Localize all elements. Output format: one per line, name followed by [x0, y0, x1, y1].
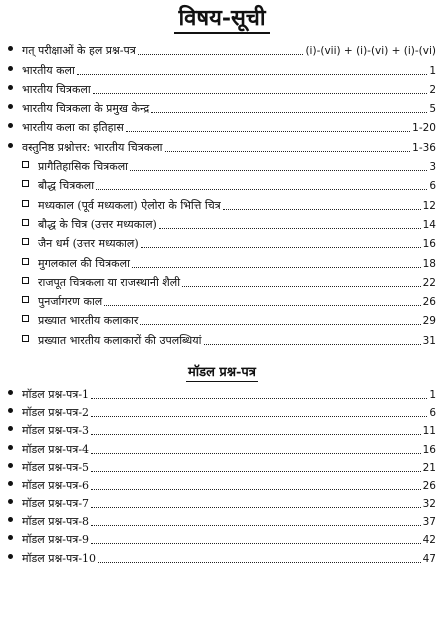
checkbox-square-icon — [8, 258, 38, 270]
checkbox-square-icon — [8, 277, 38, 289]
leader-dots — [132, 266, 421, 268]
leader-dots — [93, 92, 428, 94]
checkbox-square-icon — [8, 335, 38, 347]
toc-sublabel: प्रख्यात भारतीय कलाकारों की उपलब्धियां — [38, 333, 202, 347]
leader-dots — [91, 488, 421, 490]
toc-subrow — [8, 327, 436, 346]
toc-sublabel: मुगलकाल की चित्रकला — [38, 256, 130, 270]
bullet-icon — [8, 462, 22, 474]
bullet-icon — [8, 553, 22, 565]
leader-dots — [91, 542, 421, 544]
toc-label: वस्तुनिष्ठ प्रश्नोत्तर: भारतीय चित्रकला — [22, 140, 163, 154]
toc-pages: 5 — [429, 103, 436, 116]
toc-row — [8, 383, 436, 401]
toc-label: गत् परीक्षाओं के हल प्रश्न-पत्र — [22, 44, 136, 58]
section-title: मॉडल प्रश्न-पत्र — [188, 364, 256, 380]
toc-pages: 1 — [429, 388, 436, 401]
bullet-icon — [8, 516, 22, 528]
toc-pages: 14 — [422, 218, 436, 231]
leader-dots — [91, 415, 427, 417]
toc-row — [8, 437, 436, 455]
toc-pages: 32 — [422, 498, 436, 511]
toc-row — [8, 38, 436, 57]
toc-subrow — [8, 270, 436, 289]
toc-pages: 22 — [422, 276, 436, 289]
leader-dots — [77, 73, 427, 75]
leader-dots — [104, 304, 420, 306]
toc-label: भारतीय कला का इतिहास — [22, 121, 124, 135]
toc-label: भारतीय कला — [22, 63, 75, 77]
toc-sublabel: राजपूत चित्रकला या राजस्थानी शैली — [38, 275, 181, 289]
toc-row — [8, 492, 436, 510]
toc-row — [8, 419, 436, 437]
toc-sublabel: बौद्ध चित्रकला — [38, 179, 95, 193]
checkbox-square-icon — [8, 180, 38, 192]
leader-dots — [91, 506, 421, 508]
toc-pages: 2 — [429, 83, 436, 96]
toc-pages: 47 — [422, 552, 436, 565]
toc-row — [8, 96, 436, 115]
toc-pages: 21 — [422, 461, 436, 474]
toc-label: मॉडल प्रश्न-पत्र-6 — [22, 478, 90, 492]
section-heading-wrap — [8, 347, 436, 383]
toc-row — [8, 546, 436, 564]
toc-label: मॉडल प्रश्न-पत्र-10 — [22, 551, 97, 565]
toc-subrow — [8, 289, 436, 308]
toc-label: मॉडल प्रश्न-पत्र-2 — [22, 406, 90, 420]
leader-dots — [138, 53, 304, 55]
bullet-icon — [8, 425, 22, 437]
bullet-icon — [8, 407, 22, 419]
toc-label: भारतीय चित्रकला — [22, 82, 91, 96]
toc-pages: (i)-(vii) + (i)-(vi) + (i)-(vi) — [305, 45, 436, 58]
toc-pages: 16 — [422, 443, 436, 456]
toc-subrow — [8, 250, 436, 269]
toc-pages: 11 — [422, 425, 436, 438]
toc-row — [8, 401, 436, 419]
toc-pages: 6 — [429, 180, 436, 193]
page-title: विषय-सूची — [174, 6, 269, 34]
leader-dots — [130, 169, 427, 171]
toc-row — [8, 510, 436, 528]
bullet-icon — [8, 444, 22, 456]
toc-pages: 31 — [422, 334, 436, 347]
toc-subrow — [8, 154, 436, 173]
toc-pages: 37 — [422, 516, 436, 529]
leader-dots — [91, 524, 421, 526]
toc-label: मॉडल प्रश्न-पत्र-3 — [22, 424, 90, 438]
model-papers-list — [8, 383, 436, 565]
checkbox-square-icon — [8, 161, 38, 173]
toc-label: मॉडल प्रश्न-पत्र-5 — [22, 460, 90, 474]
toc-pages: 6 — [429, 407, 436, 420]
toc-pages: 16 — [422, 238, 436, 251]
toc-row — [8, 134, 436, 153]
leader-dots — [91, 452, 421, 454]
toc-row — [8, 77, 436, 96]
toc-subrow — [8, 192, 436, 211]
toc-pages: 42 — [422, 534, 436, 547]
leader-dots — [140, 323, 420, 325]
toc-row — [8, 57, 436, 76]
bullet-icon — [8, 498, 22, 510]
checkbox-square-icon — [8, 200, 38, 212]
leader-dots — [91, 470, 421, 472]
leader-dots — [165, 150, 411, 152]
checkbox-square-icon — [8, 296, 38, 308]
leader-dots — [96, 188, 427, 190]
toc-pages: 29 — [422, 315, 436, 328]
title-wrap — [8, 0, 436, 38]
toc-sublabel: मध्यकाल (पूर्व मध्यकला) ऐलोरा के भित्ति चित्र — [38, 198, 221, 212]
leader-dots — [204, 343, 421, 345]
bullet-icon — [8, 65, 22, 77]
checkbox-square-icon — [8, 219, 38, 231]
toc-sublabel: प्रागैतिहासिक चित्रकला — [38, 160, 128, 174]
bullet-icon — [8, 103, 22, 115]
toc-pages: 18 — [422, 257, 436, 270]
bullet-icon — [8, 142, 22, 154]
toc-pages: 26 — [422, 296, 436, 309]
toc-row — [8, 528, 436, 546]
toc-label: मॉडल प्रश्न-पत्र-9 — [22, 533, 90, 547]
toc-subrow — [8, 212, 436, 231]
toc-sublabel: प्रख्यात भारतीय कलाकार — [38, 314, 139, 328]
toc-subrow — [8, 173, 436, 192]
toc-label: मॉडल प्रश्न-पत्र-8 — [22, 515, 90, 529]
leader-dots — [151, 111, 427, 113]
toc-subrow — [8, 308, 436, 327]
toc-label: भारतीय चित्रकला के प्रमुख केन्द्र — [22, 102, 150, 116]
toc-row — [8, 474, 436, 492]
toc-row — [8, 115, 436, 134]
leader-dots — [182, 285, 421, 287]
bullet-icon — [8, 534, 22, 546]
checkbox-square-icon — [8, 238, 38, 250]
toc-label: मॉडल प्रश्न-पत्र-4 — [22, 442, 90, 456]
toc-pages: 1-20 — [412, 122, 436, 135]
leader-dots — [91, 397, 427, 399]
toc-pages: 1 — [429, 64, 436, 77]
leader-dots — [91, 433, 421, 435]
leader-dots — [159, 227, 421, 229]
toc-row — [8, 456, 436, 474]
toc-sublabel: बौद्ध के चित्र (उत्तर मध्यकाल) — [38, 217, 157, 231]
leader-dots — [126, 130, 410, 132]
checkbox-square-icon — [8, 315, 38, 327]
toc-label: मॉडल प्रश्न-पत्र-1 — [22, 387, 90, 401]
bullet-icon — [8, 480, 22, 492]
leader-dots — [223, 208, 421, 210]
bullet-icon — [8, 45, 22, 57]
bullet-icon — [8, 389, 22, 401]
bullet-icon — [8, 84, 22, 96]
toc-label: मॉडल प्रश्न-पत्र-7 — [22, 497, 90, 511]
toc-pages: 12 — [422, 199, 436, 212]
contents-list — [8, 38, 436, 347]
leader-dots — [98, 561, 421, 563]
toc-pages: 1-36 — [412, 141, 436, 154]
toc-pages: 26 — [422, 479, 436, 492]
toc-sublabel: जैन धर्म (उत्तर मध्यकाल) — [38, 237, 139, 251]
bullet-icon — [8, 122, 22, 134]
toc-subrow — [8, 231, 436, 250]
toc-sublabel: पुनर्जागरण काल — [38, 295, 103, 309]
leader-dots — [141, 246, 421, 248]
toc-pages: 3 — [429, 161, 436, 174]
